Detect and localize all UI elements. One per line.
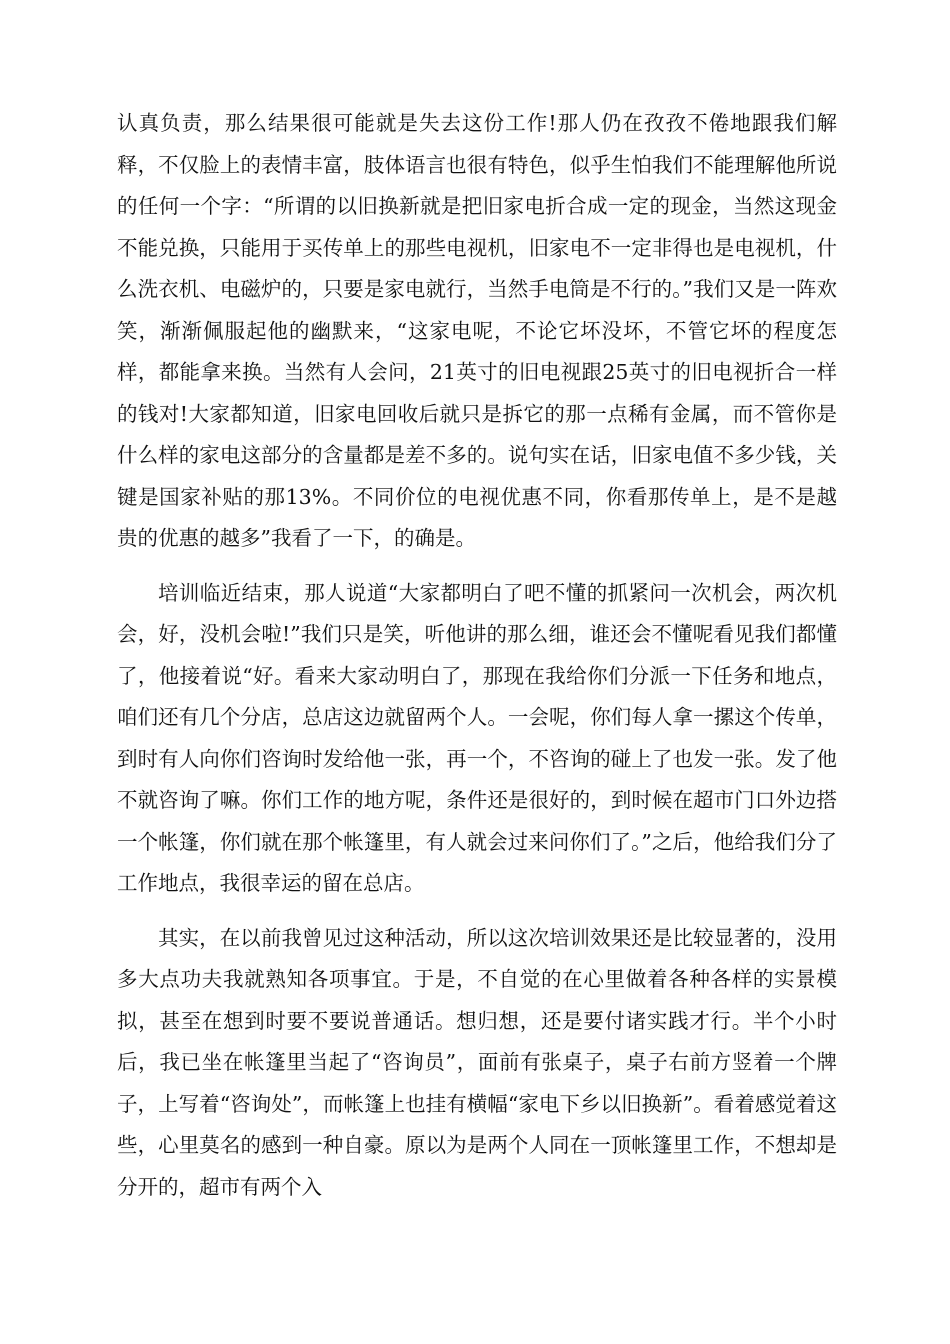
paragraph-2: 培训临近结束，那人说道“大家都明白了吧不懂的抓紧问一次机会，两次机会，好，没机会啦!”我们只是笑，听他讲的那么细，谁还会不懂呢看见我们都懂了，他接着说“好。看来大家动明白了，那现在我给你们分派一下任务和地点，咱们还有几个分店，总店这边就留两个人。一会呢，你们每人拿一摞这个传单，到时有人向你们咨询时发给他一张，再一个，不咨询的碰上了也发一张。发了他不就咨询了嘛。你们工作的地方呢，条件还是很好的，到时候在超市门口外边搭一个帐篷，你们就在那个帐篷里，有人就会过来问你们了。”之后，他给我们分了工作地点，我很幸运的留在总店。 bbox=[117, 580, 837, 895]
paragraph-3: 其实，在以前我曾见过这种活动，所以这次培训效果还是比较显著的，没用多大点功夫我就熟知各项事宜。于是，不自觉的在心里做着各种各样的实景模拟，甚至在想到时要不要说普通话。想归想，还是要付诸实践才行。半个小时后，我已坐在帐篷里当起了“咨询员”，面前有张桌子，桌子右前方竖着一个牌子，上写着“咨询处”，而帐篷上也挂有横幅“家电下乡以旧换新”。看着感觉着这些，心里莫名的感到一种自豪。原以为是两个人同在一顶帐篷里工作，不想却是分开的，超市有两个入 bbox=[117, 925, 837, 1199]
document-page bbox=[117, 103, 837, 1208]
paragraph-1: 认真负责，那么结果很可能就是失去这份工作!那人仍在孜孜不倦地跟我们解释，不仅脸上的表情丰富，肢体语言也很有特色，似乎生怕我们不能理解他所说的任何一个字：“所谓的以旧换新就是把旧家电折合成一定的现金，当然这现金不能兑换，只能用于买传单上的那些电视机，旧家电不一定非得也是电视机，什么洗衣机、电磁炉的，只要是家电就行，当然手电筒是不行的。”我们又是一阵欢笑，渐渐佩服起他的幽默来，“这家电呢，不论它坏没坏，不管它坏的程度怎样，都能拿来换。当然有人会问，21英寸的旧电视跟25英寸的旧电视折合一样的钱对!大家都知道，旧家电回收后就只是拆它的那一点稀有金属，而不管你是什么样的家电这部分的含量都是差不多的。说句实在话，旧家电值不多少钱，关键是国家补贴的那13%。不同价位的电视优惠不同，你看那传单上，是不是越贵的优惠的越多”我看了一下，的确是。 bbox=[117, 111, 837, 550]
